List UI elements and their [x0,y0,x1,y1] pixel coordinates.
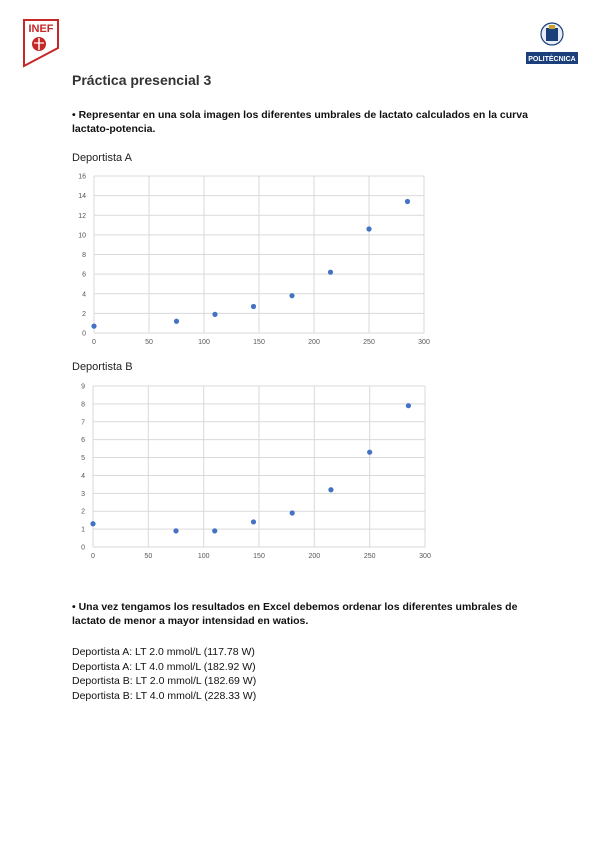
data-point [328,270,333,275]
chart-b-title: Deportista B [72,361,133,373]
x-tick-label: 300 [418,339,430,346]
data-point [367,450,372,455]
data-point [212,528,217,533]
data-point [91,324,96,329]
result-line: Deportista B: LT 4.0 mmol/L (228.33 W) [72,689,257,702]
data-point [290,510,295,515]
data-point [406,403,411,408]
data-point [173,528,178,533]
x-tick-label: 250 [363,553,376,560]
x-tick-label: 0 [92,339,96,346]
instruction-text-1: • Representar en una sola imagen los diferentes umbrales de lactato calculados en la curva lactato-potencia. [72,109,528,135]
y-tick-label: 8 [81,401,85,409]
y-tick-label: 16 [78,173,86,181]
result-line: Deportista A: LT 2.0 mmol/L (117.78 W) [72,646,255,658]
x-tick-label: 150 [253,553,265,560]
inef-logo-text: INEF [28,23,54,35]
data-point [212,312,217,317]
x-tick-label: 50 [145,339,153,346]
y-tick-label: 3 [81,490,85,498]
y-tick-label: 6 [81,437,85,445]
instruction-text-2: • Una vez tengamos los resultados en Excel debemos ordenar los diferentes umbrales de lactato de menor a mayor intensidad en watios. [72,601,518,627]
x-tick-label: 100 [197,553,210,560]
y-tick-label: 7 [81,419,85,427]
data-point [289,293,294,298]
y-tick-label: 2 [81,508,85,516]
data-point [405,199,410,204]
chart-deportista-a [64,168,434,353]
chart-a-title: Deportista A [72,152,132,164]
x-tick-label: 150 [253,339,265,346]
inef-logo [22,18,60,68]
y-tick-label: 2 [82,310,86,318]
y-tick-label: 4 [82,291,86,299]
x-tick-label: 250 [363,339,375,346]
y-tick-label: 4 [81,472,85,480]
y-tick-label: 14 [78,193,86,201]
data-point [328,487,333,492]
chart-deportista-b [64,378,434,570]
data-point [90,521,95,526]
y-tick-label: 9 [81,383,85,391]
y-tick-label: 0 [81,544,85,552]
upm-logo [524,18,580,66]
y-tick-label: 6 [82,271,86,279]
y-tick-label: 10 [78,232,86,240]
result-line: Deportista A: LT 4.0 mmol/L (182.92 W) [72,660,256,673]
data-point [251,519,256,524]
data-point [251,304,256,309]
x-tick-label: 50 [144,553,153,560]
x-tick-label: 0 [91,553,95,560]
y-tick-label: 0 [82,330,86,338]
y-tick-label: 8 [82,252,86,259]
y-tick-label: 12 [78,212,86,220]
data-point [174,319,179,324]
x-tick-label: 100 [198,339,210,346]
results-list [72,645,256,703]
upm-logo-text: POLITÉCNICA [528,56,576,63]
x-tick-label: 300 [419,553,431,560]
data-point [366,226,371,231]
result-line: Deportista B: LT 2.0 mmol/L (182.69 W) [72,675,257,687]
y-tick-label: 1 [81,526,85,534]
y-tick-label: 5 [81,455,85,463]
x-tick-label: 200 [308,553,321,560]
page-title: Práctica presencial 3 [72,72,212,88]
x-tick-label: 200 [308,339,320,346]
